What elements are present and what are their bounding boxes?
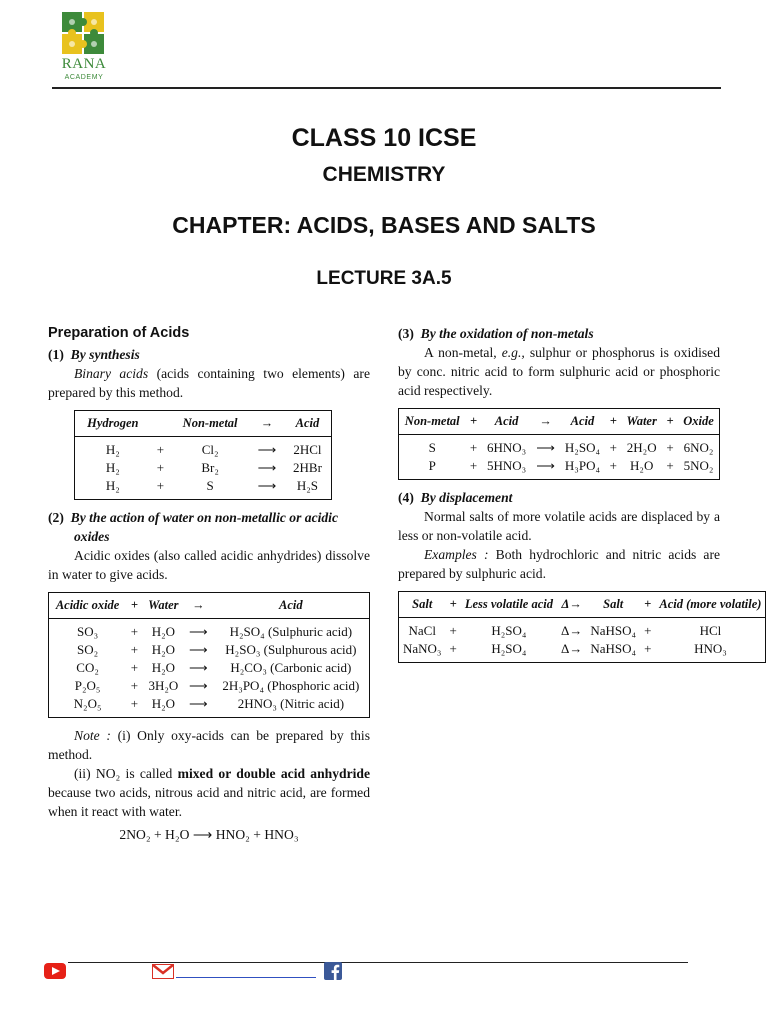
table-cell: H₂: [105, 460, 120, 475]
facebook-icon[interactable]: [324, 962, 342, 980]
section-title: Preparation of Acids: [48, 325, 190, 341]
table-cell: +: [449, 641, 457, 656]
note-1: Note : (i) Only oxy-acids can be prepared by this method.: [48, 728, 370, 762]
table-header-cell: →: [250, 411, 284, 437]
table-cell: H₃PO₄: [564, 458, 600, 473]
table-header-row: [75, 411, 332, 437]
footer-divider: [68, 962, 688, 963]
table-cell: H₂SO₄ (Sulphuric acid): [229, 624, 353, 639]
table-cell: Δ→: [560, 641, 583, 656]
table-cell: SO₂: [77, 642, 99, 657]
table-cell: NaHSO₄: [590, 623, 637, 638]
table-row: [399, 618, 766, 641]
table-header-cell: +: [465, 409, 481, 435]
table-cell: +: [156, 478, 165, 493]
table-cell: +: [130, 678, 139, 693]
table-cell: ⟶: [189, 678, 208, 693]
lecture-heading: LECTURE 3A.5: [316, 268, 452, 289]
oxidation-table: [398, 408, 720, 480]
header-divider: [52, 87, 721, 89]
rana-academy-logo: [58, 12, 106, 88]
table-cell: H₂: [105, 478, 120, 493]
table-header-row: [49, 593, 370, 619]
table-header-cell: Δ→: [557, 592, 586, 618]
table-row: [399, 435, 720, 458]
chapter-heading: CHAPTER: ACIDS, BASES AND SALTS: [172, 212, 596, 238]
table-cell: +: [130, 696, 139, 711]
table-header-row: [399, 592, 766, 618]
table-header-cell: Water: [143, 593, 184, 619]
gmail-icon[interactable]: [152, 964, 174, 979]
table-cell: H₂CO₃ (Carbonic acid): [230, 660, 352, 675]
acidic-oxide-table: [48, 592, 370, 718]
table-row: [399, 640, 766, 663]
right-column: [398, 324, 762, 671]
table-row: [75, 437, 332, 460]
table-header-cell: →: [532, 409, 560, 435]
table-cell: 5NO₂: [683, 458, 714, 473]
class-heading: CLASS 10 ICSE: [291, 124, 477, 152]
table-row: [399, 457, 720, 480]
table-cell: H₂SO₄: [491, 641, 527, 656]
method-3-heading: (3) By the oxidation of non-metals: [398, 326, 594, 341]
table-cell: 5HNO₃: [487, 458, 527, 473]
table-cell: +: [666, 458, 674, 473]
table-cell: 2HCl: [293, 442, 322, 457]
table-header-cell: +: [126, 593, 143, 619]
table-cell: +: [130, 642, 139, 657]
method-1-text: Binary acids (acids containing two elements) are prepared by this method.: [48, 366, 370, 400]
table-cell: 2HBr: [293, 460, 322, 475]
left-column: [48, 324, 370, 844]
table-row: [49, 659, 370, 677]
displacement-table: [398, 591, 766, 663]
table-cell: H₂O: [630, 458, 654, 473]
table-cell: +: [156, 442, 165, 457]
table-cell: CO₂: [76, 660, 99, 675]
table-cell: 3H₂O: [148, 678, 179, 693]
no2-equation: 2NO₂ + H₂O ⟶ HNO₂ + HNO₃: [119, 827, 299, 842]
table-cell: +: [469, 440, 478, 455]
table-cell: H₂SO₃ (Sulphurous acid): [225, 642, 357, 657]
method-4-text: Normal salts of more volatile acids are displaced by a less or non-volatile acid.: [398, 509, 720, 543]
table-cell: +: [666, 440, 674, 455]
table-cell: +: [644, 641, 652, 656]
table-cell: P: [428, 458, 436, 473]
table-header-cell: Acid: [213, 593, 370, 619]
table-row: [75, 459, 332, 477]
table-cell: 2H₃PO₄ (Phosphoric acid): [222, 678, 360, 693]
table-cell: S: [428, 440, 436, 455]
examples-text: Examples : Both hydrochloric and nitric acids are prepared by sulphuric acid.: [398, 547, 721, 581]
table-header-cell: +: [445, 592, 460, 618]
table-cell: ⟶: [257, 478, 277, 493]
table-cell: +: [609, 440, 617, 455]
table-cell: Br₂: [201, 460, 219, 475]
table-cell: H₂O: [151, 642, 175, 657]
table-header-cell: Acid: [482, 409, 532, 435]
logo-brand-text: RANA: [61, 56, 107, 72]
table-cell: ⟶: [536, 458, 555, 473]
method-4-heading: (4) By displacement: [398, 490, 513, 505]
table-cell: SO₃: [77, 624, 99, 639]
method-2-heading: (2) By the action of water on non-metallic or acidic oxides: [48, 510, 338, 544]
table-cell: 2H₂O: [626, 440, 657, 455]
subject-heading: CHEMISTRY: [322, 163, 446, 186]
table-header-cell: Acidic oxide: [49, 593, 127, 619]
youtube-icon[interactable]: [44, 963, 66, 979]
table-header-cell: Non-metal: [170, 411, 250, 437]
table-header-cell: [151, 411, 171, 437]
table-header-cell: Water: [621, 409, 662, 435]
table-cell: NaCl: [408, 623, 436, 638]
table-cell: ⟶: [257, 460, 277, 475]
table-header-cell: +: [640, 592, 655, 618]
table-cell: +: [130, 660, 139, 675]
table-cell: 2HNO₃ (Nitric acid): [237, 696, 345, 711]
email-link-underline[interactable]: [176, 977, 316, 978]
table-cell: +: [130, 624, 139, 639]
table-cell: P₂O₅: [74, 678, 101, 693]
table-cell: H₂O: [151, 660, 175, 675]
table-cell: ⟶: [257, 442, 277, 457]
table-cell: H₂SO₄: [491, 623, 527, 638]
method-2-text: Acidic oxides (also called acidic anhydrides) dissolve in water to give acids.: [48, 548, 370, 582]
table-cell: 6HNO₃: [487, 440, 527, 455]
table-header-cell: +: [662, 409, 678, 435]
note-2: (ii) NO₂ is called mixed or double acid anhydride because two acids, nitrous acid and nitric acid, are formed when it react with water.: [48, 766, 370, 819]
table-header-row: [399, 409, 720, 435]
table-row: [75, 477, 332, 500]
table-header-cell: →: [184, 593, 213, 619]
table-row: [49, 641, 370, 659]
table-row: [49, 695, 370, 718]
logo-puzzle-icon: [62, 12, 104, 54]
table-cell: NaHSO₄: [590, 641, 637, 656]
table-header-cell: Salt: [399, 592, 446, 618]
table-header-cell: Acid: [560, 409, 606, 435]
table-cell: ⟶: [189, 660, 208, 675]
table-cell: ⟶: [189, 696, 208, 711]
table-cell: HNO₃: [694, 641, 727, 656]
table-cell: H₂S: [296, 478, 319, 493]
table-header-cell: Acid: [284, 411, 332, 437]
table-cell: N₂O₅: [73, 696, 102, 711]
table-cell: H₂SO₄: [564, 440, 600, 455]
table-cell: +: [469, 458, 478, 473]
table-cell: Cl₂: [201, 442, 219, 457]
table-cell: +: [449, 623, 457, 638]
synthesis-table: [74, 410, 332, 500]
table-cell: NaNO₃: [403, 641, 442, 656]
table-row: [49, 619, 370, 642]
table-cell: +: [644, 623, 652, 638]
table-header-cell: +: [605, 409, 621, 435]
table-cell: Δ→: [560, 623, 583, 638]
logo-sub-text: ACADEMY: [64, 74, 104, 81]
table-cell: ⟶: [189, 642, 208, 657]
method-3-text: A non-metal, e.g., sulphur or phosphorus is oxidised by conc. nitric acid to form sulphuric acid or phosphoric acid respectively.: [398, 345, 721, 398]
table-header-cell: Non-metal: [399, 409, 466, 435]
table-cell: ⟶: [536, 440, 555, 455]
table-header-cell: Salt: [586, 592, 640, 618]
table-cell: H₂: [105, 442, 120, 457]
table-cell: HCl: [699, 623, 722, 638]
table-cell: H₂O: [151, 624, 175, 639]
table-row: [49, 677, 370, 695]
table-cell: +: [156, 460, 165, 475]
method-1-heading: (1) By synthesis: [48, 347, 140, 362]
table-cell: ⟶: [189, 624, 208, 639]
table-cell: H₂O: [151, 696, 175, 711]
table-header-cell: Acid (more volatile): [655, 592, 766, 618]
table-cell: 6NO₂: [683, 440, 714, 455]
table-header-cell: Oxide: [678, 409, 719, 435]
table-header-cell: Less volatile acid: [461, 592, 557, 618]
table-cell: S: [206, 478, 214, 493]
table-cell: +: [609, 458, 617, 473]
table-header-cell: Hydrogen: [75, 411, 151, 437]
